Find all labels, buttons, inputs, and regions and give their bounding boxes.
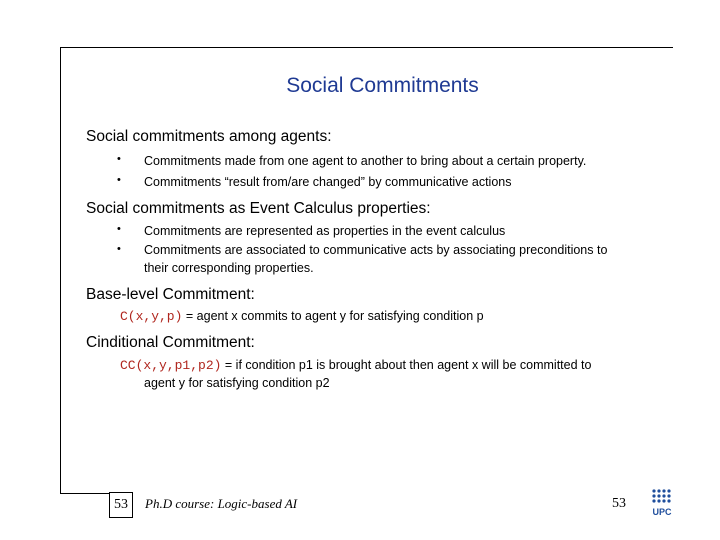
code-c-xyp: C(x,y,p) [120,309,183,324]
section-heading-social-commitments: Social commitments among agents: [86,128,332,145]
conditional-commitment-text: = if condition p1 is brought about then agent x will be committed to [221,358,592,372]
bullet-icon: • [117,153,121,165]
footer-course-title: Ph.D course: Logic-based AI [145,496,298,511]
bullet-text-continued: their corresponding properties. [144,261,314,275]
slide-title: Social Commitments [286,74,479,97]
bullet-icon: • [117,223,121,235]
conditional-commitment-definition [120,356,591,375]
conditional-commitment-text-continued: agent y for satisfying condition p2 [144,376,330,390]
bullet-icon: • [117,174,121,186]
bullet-text: Commitments are associated to communicative acts by associating preconditions to [144,243,608,257]
base-commitment-text: = agent x commits to agent y for satisfying condition p [182,309,484,323]
page-number-box: 53 [109,492,133,518]
code-cc-xyp1p2: CC(x,y,p1,p2) [120,358,222,373]
bullet-text: Commitments made from one agent to another to bring about a certain property. [144,154,587,168]
section-heading-conditional-commitment: Cinditional Commitment: [86,334,255,351]
frame-left-line [60,47,61,493]
page-number: 53 [612,496,626,511]
upc-logo-icon [650,488,674,518]
bullet-text: Commitments “result from/are changed” by communicative actions [144,175,512,189]
bullet-icon: • [117,243,121,255]
bullet-text: Commitments are represented as properties in the event calculus [144,224,506,238]
section-heading-base-commitment: Base-level Commitment: [86,286,255,303]
section-heading-event-calculus: Social commitments as Event Calculus properties: [86,200,431,217]
upc-logo-text: UPC [652,507,672,517]
frame-bottom-line [60,493,110,494]
base-commitment-definition [120,307,484,326]
frame-top-line [60,47,673,48]
